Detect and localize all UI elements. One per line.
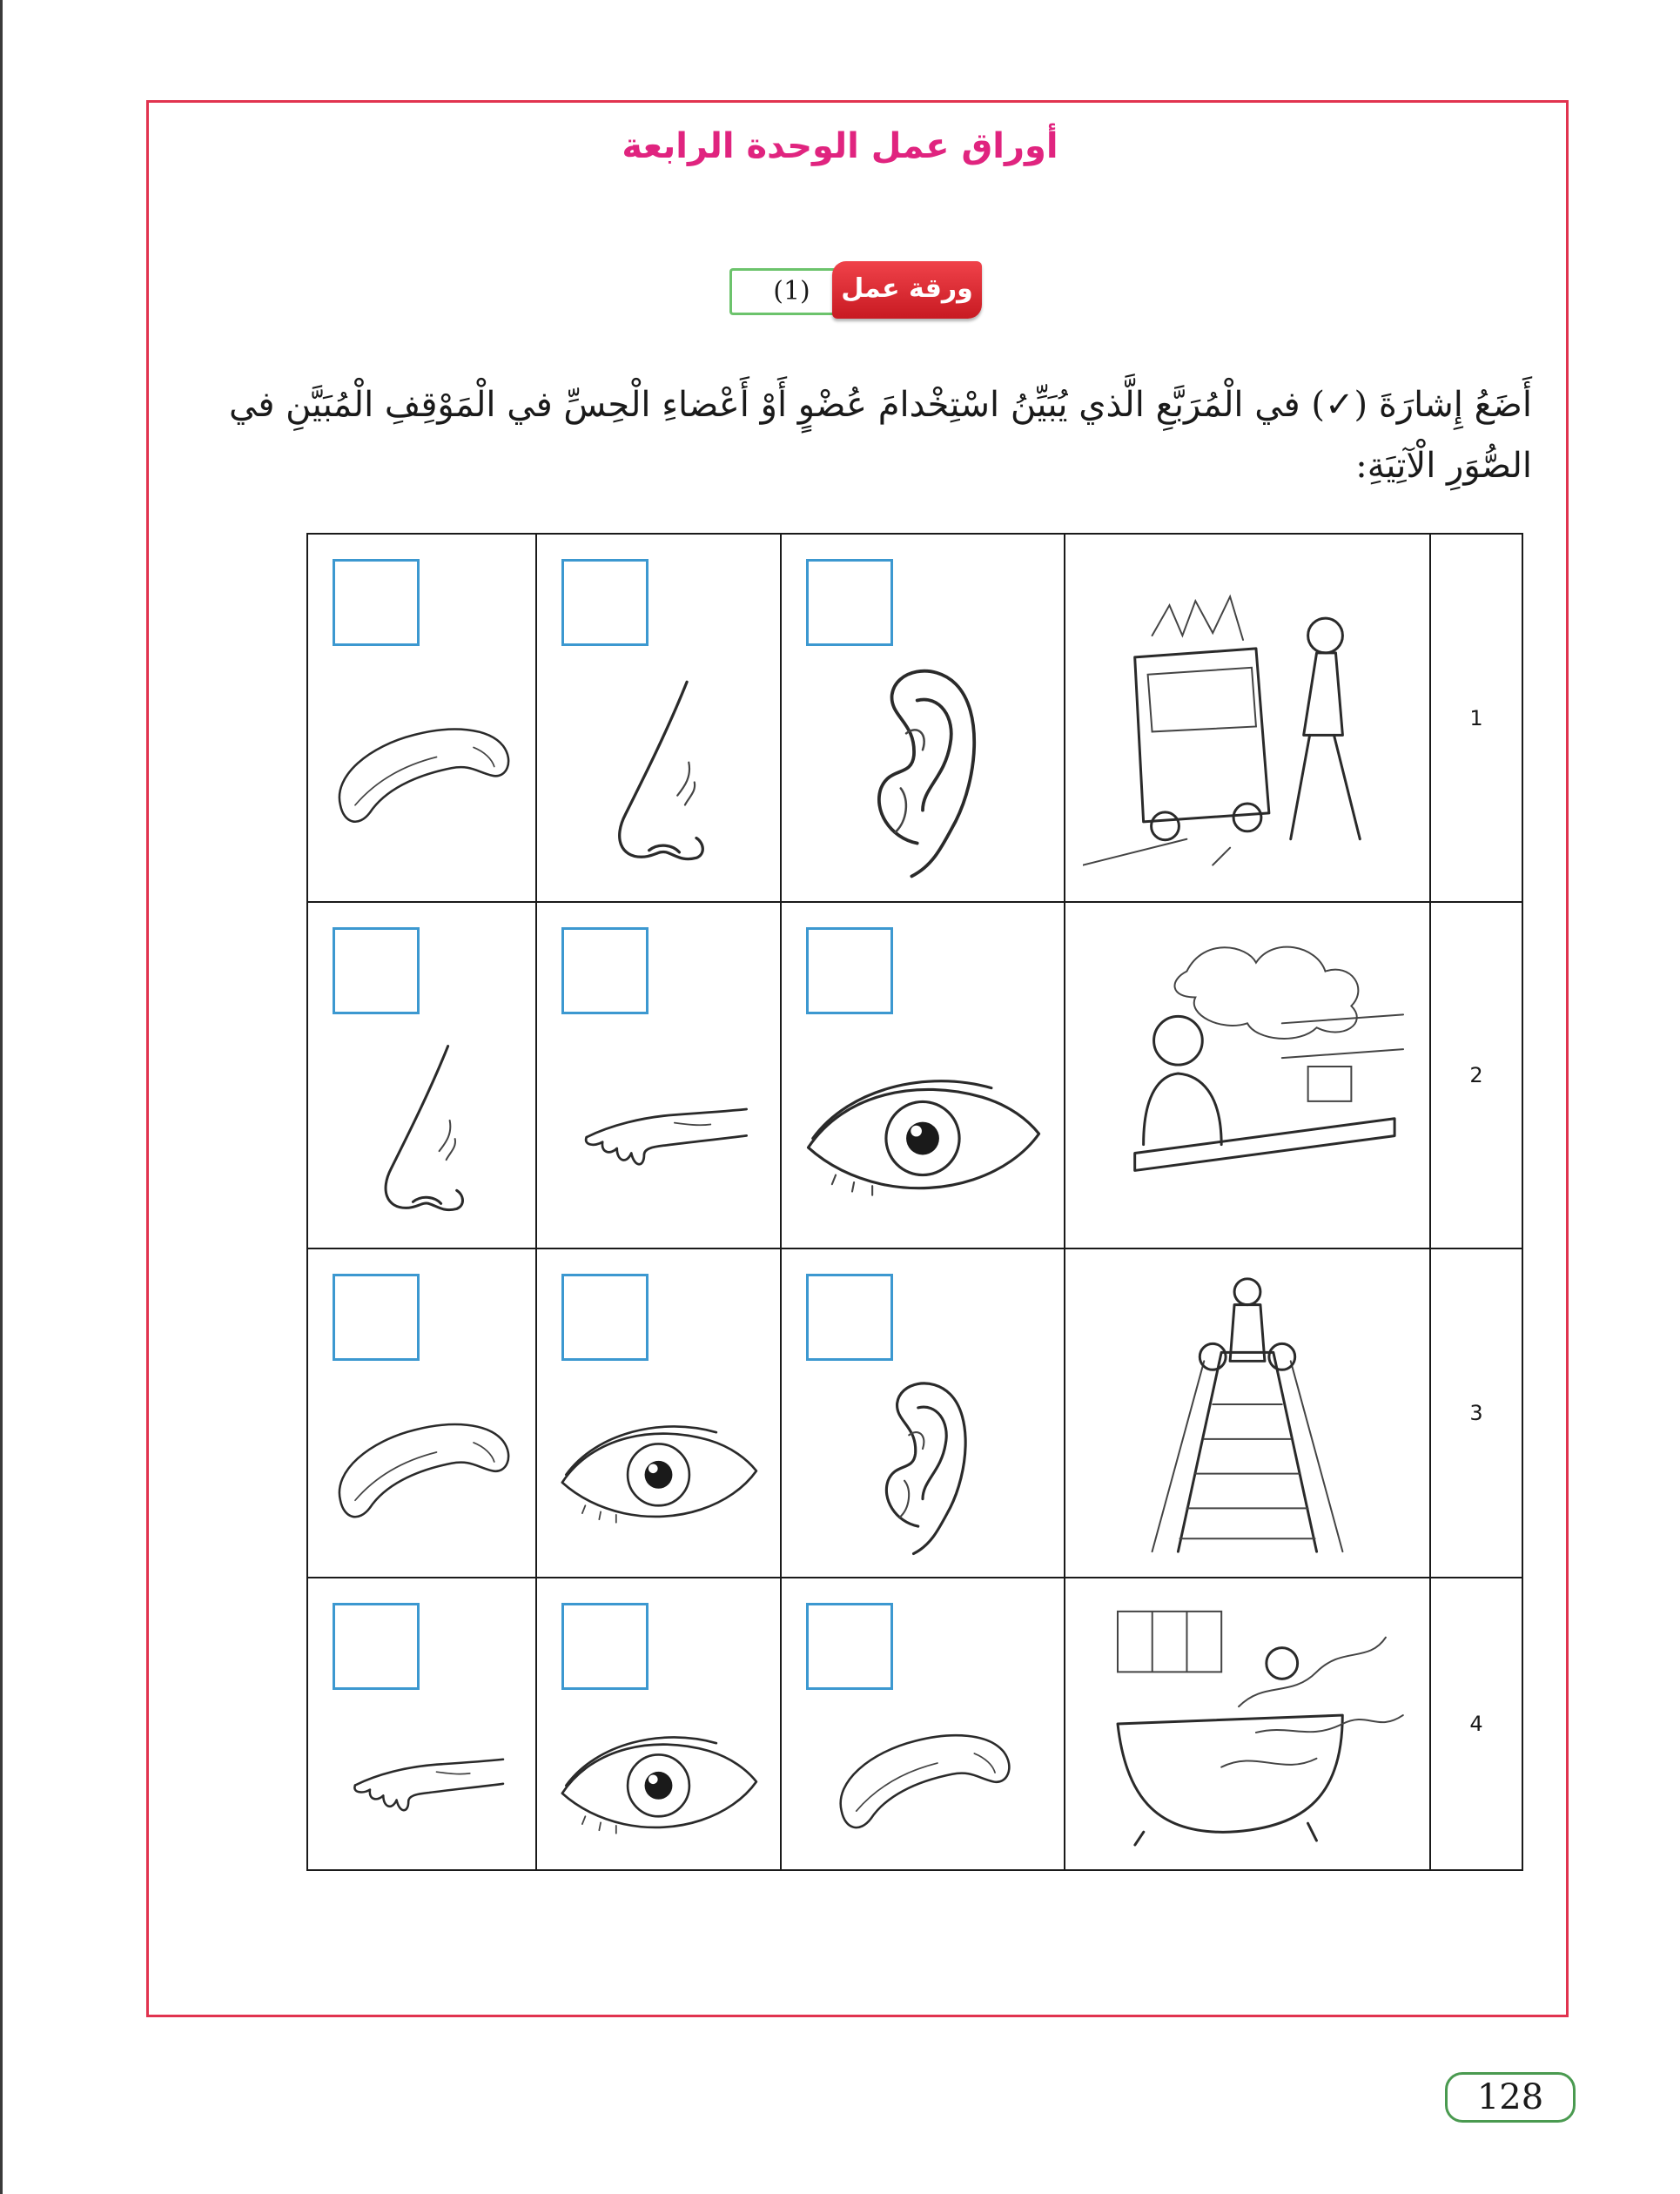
checkbox-nose[interactable] <box>333 927 420 1014</box>
checkbox-eye[interactable] <box>561 1274 648 1361</box>
worksheet-label: ورقة عمل <box>832 261 982 319</box>
left-margin-rule <box>0 0 3 2194</box>
table-row <box>307 1248 1522 1578</box>
nose-icon <box>326 1025 518 1234</box>
checkbox-hand[interactable] <box>333 1603 420 1690</box>
hand-icon <box>554 1025 763 1234</box>
tongue-icon <box>326 656 518 887</box>
option-cell-tongue <box>307 1248 536 1578</box>
hot-bath-scene <box>1083 1594 1412 1854</box>
option-cell-ear <box>781 534 1065 902</box>
instructions-text: أَضَعُ إِشارَةَ (✓) في الْمُرَبَّعِ الَّذي يُبَيِّنُ اسْتِخْدامَ عُضْوٍ أَوْ أَعْضاءِ الْحِسِّ في الْمَوْقِفِ الْمُبَيَّنِ في الصُّوَرِ الْآتِيَةِ: <box>229 385 1532 486</box>
row-number: 2 <box>1430 902 1522 1248</box>
checkbox-hand[interactable] <box>561 927 648 1014</box>
option-cell-hand <box>307 1578 536 1870</box>
checkbox-tongue[interactable] <box>333 1274 420 1361</box>
checkbox-eye[interactable] <box>806 927 893 1014</box>
scene-cell <box>1065 1248 1430 1578</box>
option-cell-tongue <box>781 1578 1065 1870</box>
scene-cell <box>1065 534 1430 902</box>
kitchen-smoke-scene <box>1083 919 1412 1232</box>
row-number: 4 <box>1430 1578 1522 1870</box>
unit-title: أوراق عمل الوحدة الرابعة <box>622 126 1058 166</box>
row-number: 1 <box>1430 534 1522 902</box>
option-cell-nose <box>536 534 781 902</box>
option-cell-nose <box>307 902 536 1248</box>
checkbox-ear[interactable] <box>806 559 893 646</box>
option-cell-tongue <box>307 534 536 902</box>
checkbox-tongue[interactable] <box>806 1603 893 1690</box>
checkbox-eye[interactable] <box>561 1603 648 1690</box>
worksheet-badge <box>729 259 982 322</box>
checkbox-ear[interactable] <box>806 1274 893 1361</box>
worksheet-number: (1) <box>729 268 851 315</box>
eye-icon <box>799 1025 1046 1234</box>
page-number: 128 <box>1445 2072 1576 2123</box>
table-row <box>307 534 1522 902</box>
checkbox-tongue[interactable] <box>333 559 420 646</box>
eye-icon <box>554 1700 763 1855</box>
ear-icon <box>799 656 1046 887</box>
checkbox-nose[interactable] <box>561 559 648 646</box>
option-cell-eye <box>781 902 1065 1248</box>
bus-siren-scene <box>1083 550 1412 885</box>
option-cell-eye <box>536 1248 781 1578</box>
table-row <box>307 902 1522 1248</box>
activity-table <box>306 533 1523 1871</box>
option-cell-eye <box>536 1578 781 1870</box>
tongue-icon <box>326 1371 518 1563</box>
scene-cell <box>1065 902 1430 1248</box>
ear-icon <box>799 1371 1046 1563</box>
hand-icon <box>326 1700 518 1855</box>
nose-icon <box>554 656 763 887</box>
option-cell-hand <box>536 902 781 1248</box>
option-cell-ear <box>781 1248 1065 1578</box>
row-number: 3 <box>1430 1248 1522 1578</box>
eye-icon <box>554 1371 763 1563</box>
scene-cell <box>1065 1578 1430 1870</box>
table-row <box>307 1578 1522 1870</box>
escalator-scene <box>1083 1265 1412 1561</box>
tongue-icon <box>799 1700 1046 1855</box>
